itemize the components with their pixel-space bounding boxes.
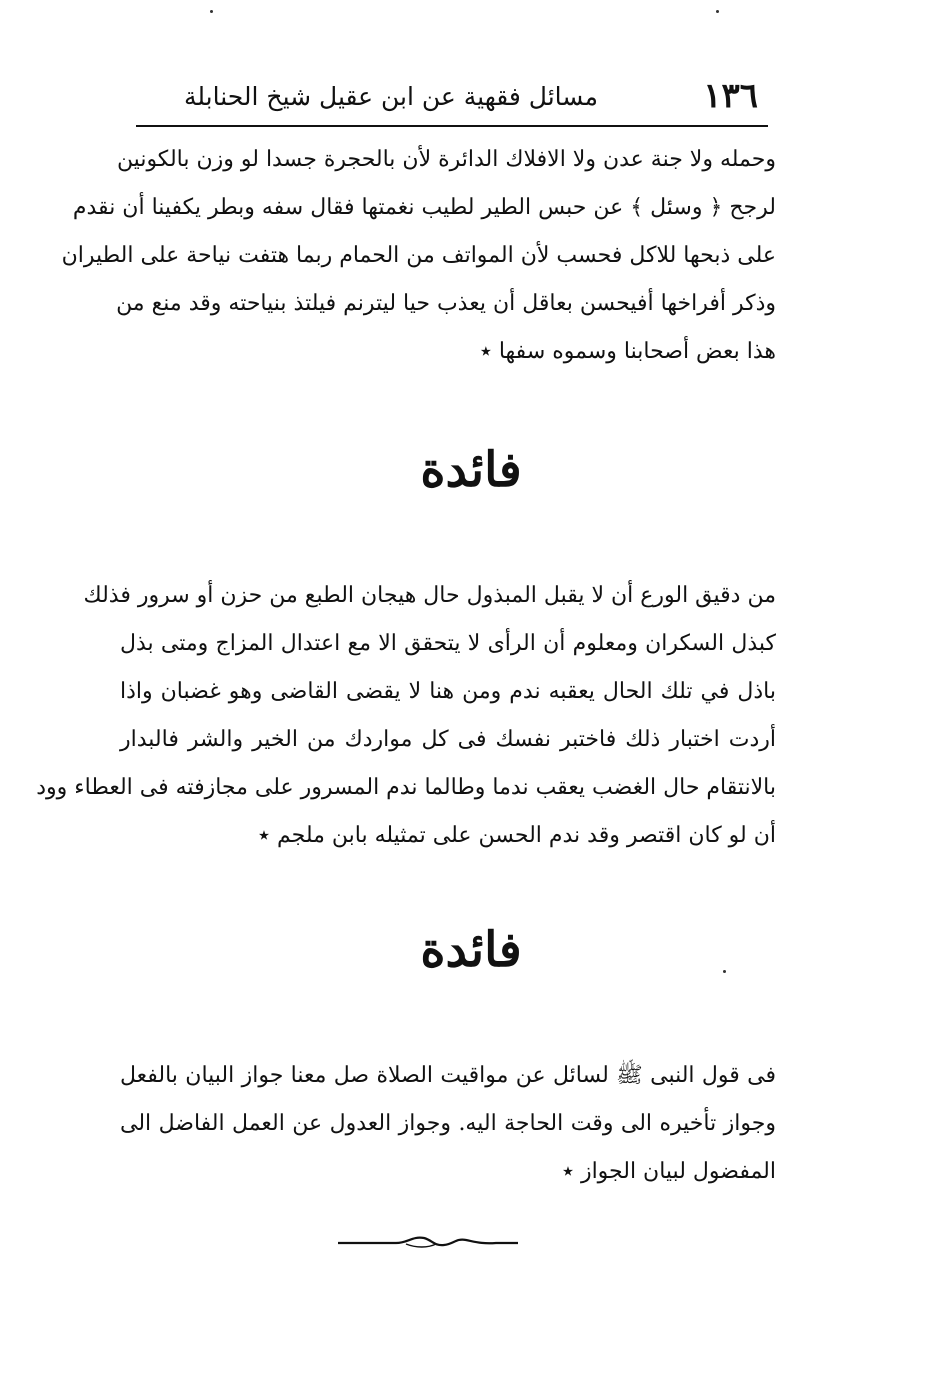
text-line: أردت اختبار ذلك فاختبر نفسك فى كل مواردك من الخير والشر فالبدار <box>120 727 776 752</box>
page-header <box>136 70 768 120</box>
paragraph-continuation <box>61 136 776 376</box>
text-line: هذا بعض أصحابنا وسموه سفها ٭ <box>479 339 776 364</box>
text-line: أن لو كان اقتصر وقد ندم الحسن على تمثيله بابن ملجم ٭ <box>258 823 776 848</box>
text-line: من دقيق الورع أن لا يقبل المبذول حال هيجان الطبع من حزن أو سرور فذلك <box>83 583 776 608</box>
paragraph-faida-1 <box>36 572 776 860</box>
paragraph-faida-2 <box>120 1052 776 1196</box>
text-line: على ذبحها للاكل فحسب لأن المواتف من الحمام ربما هتفت نياحة على الطيران <box>61 243 776 268</box>
text-line: وذكر أفراخها أفيحسن بعاقل أن يعذب حيا ليترنم فيلتذ بنياحته وقد منع من <box>116 291 776 316</box>
text-line: باذل في تلك الحال يعقبه ندم ومن هنا لا يقضى القاضى وهو غضبان واذا <box>120 679 776 704</box>
text-line: المفضول لبيان الجواز ٭ <box>561 1159 776 1184</box>
text-line: بالانتقام حال الغضب يعقب ندما وطالما ندم المسرور على مجازفته فى العطاء وود <box>36 775 776 800</box>
text-line: فى قول النبى ﷺ لسائل عن مواقيت الصلاة صل معنا جواز البيان بالفعل <box>120 1063 776 1088</box>
text-line: لرجح ﴿ وسئل ﴾ عن حبس الطير لطيب نغمتها فقال سفه وبطر يكفينا أن نقدم <box>72 195 776 220</box>
header-rule <box>136 125 768 127</box>
section-heading: فائدة <box>420 922 522 978</box>
text-line: كبذل السكران ومعلوم أن الرأى لا يتحقق الا مع اعتدال المزاج ومتى بذل <box>120 631 776 656</box>
text-line: وجواز تأخيره الى وقت الحاجة اليه. وجواز العدول عن العمل الفاضل الى <box>120 1111 776 1136</box>
end-ornament <box>336 1232 520 1252</box>
scan-speck <box>210 10 213 13</box>
section-heading: فائدة <box>420 442 522 498</box>
page-number: ١٣٦ <box>703 76 758 116</box>
text-line: وحمله ولا جنة عدن ولا الافلاك الدائرة لأن بالحجرة جسدا لو وزن بالكونين <box>116 147 776 172</box>
scan-speck <box>716 10 719 13</box>
running-title: مسائل فقهية عن ابن عقيل شيخ الحنابلة <box>183 82 598 111</box>
